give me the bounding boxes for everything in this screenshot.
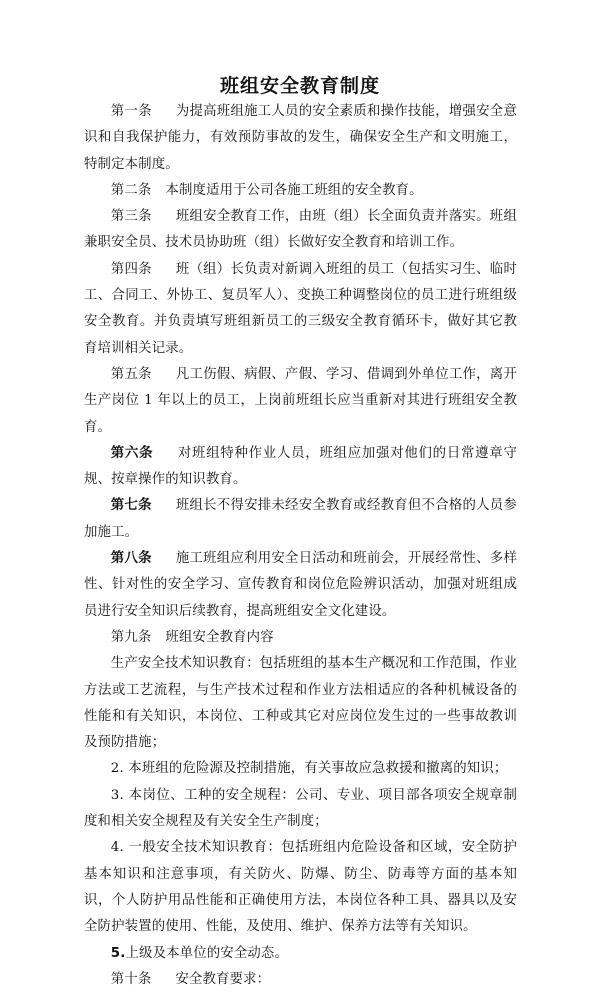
article-heading: 第五条 xyxy=(110,366,152,382)
article-text: 安全教育要求： xyxy=(175,971,271,987)
article-6 xyxy=(84,441,517,494)
article-heading: 第六条 xyxy=(110,445,154,461)
article-text: 本制度适用于公司各施工班组的安全教育。 xyxy=(165,182,423,198)
article-text: 施工班组应利用安全日活动和班前会，开展经常性、多样性、针对性的安全学习、宣传教育和岗位危险辨识活动，加强对班组成员进行安全知识后续教育，提高班组安全文化建设。 xyxy=(84,551,517,619)
article-heading: 第二条 xyxy=(110,182,152,198)
list-item-4 xyxy=(84,835,517,940)
article-text: 班组安全教育工作，由班（组）长全面负责并落实。班组兼职安全员、技术员协助班（组）长做好安全教育和培训工作。 xyxy=(84,209,517,251)
article-text: 为提高班组施工人员的安全素质和操作技能，增强安全意识和自我保护能力，有效预防事故的发生，确保安全生产和文明施工，特制定本制度。 xyxy=(84,104,517,172)
article-heading: 第一条 xyxy=(110,104,152,119)
article-heading: 第十条 xyxy=(110,971,152,987)
list-item-5 xyxy=(84,941,517,967)
article-3 xyxy=(84,204,517,257)
article-text: 班组长不得安排未经安全教育或经教育但不合格的人员参加施工。 xyxy=(84,498,517,540)
list-item-number: 3. xyxy=(110,787,124,803)
article-heading: 第八条 xyxy=(110,551,152,567)
list-item-2 xyxy=(84,756,517,782)
article-text: 凡工伤假、病假、产假、学习、借调到外单位工作，离开生产岗位 1 年以上的员工，上岗前班组长应当重新对其进行班组安全教育。 xyxy=(84,366,517,435)
article-1 xyxy=(84,99,517,178)
list-item-text: 一般安全技术知识教育：包括班组内危险设备和区域，安全防护基本知识和注意事项，有关防火、防爆、防尘、防毒等方面的基本知识，个人防护用品性能和正确使用方法，本岗位各种工具、器具以及安全防护装置的使用、性能，及使用、维护、保养方法等有关知识。 xyxy=(84,840,517,935)
article-heading: 第三条 xyxy=(110,209,152,225)
list-item-text: 本班组的危险源及控制措施，有关事故应急救援和撤离的知识； xyxy=(128,761,508,777)
document-body xyxy=(84,99,517,993)
article-9 xyxy=(84,625,517,651)
article-2 xyxy=(84,178,517,204)
article-heading: 第四条 xyxy=(110,261,152,277)
article-10 xyxy=(84,967,517,993)
article-4 xyxy=(84,257,517,362)
article-text: 班（组）长负责对新调入班组的员工（包括实习生、临时工、合同工、外协工、复员军人）、变换工种调整岗位的员工进行班组级安全教育。并负责填写班组新员工的三级安全教育循环卡，做好其它教育培训相关记录。 xyxy=(84,261,517,356)
article-heading: 第七条 xyxy=(110,498,152,514)
list-item-number: 4. xyxy=(110,840,124,856)
document-title: 班组安全教育制度 xyxy=(219,75,380,97)
list-item-1 xyxy=(84,651,517,756)
article-text: 对班组特种作业人员，班组应加强对他们的日常遵章守规、按章操作的知识教育。 xyxy=(84,445,517,488)
article-text: 班组安全教育内容 xyxy=(165,629,274,645)
list-item-3 xyxy=(84,783,517,836)
article-heading: 第九条 xyxy=(110,629,152,645)
list-item-number: 5. xyxy=(110,945,126,961)
list-item-text: 本岗位、工种的安全规程：公司、专业、项目部各项安全规章制度和相关安全规程及有关安全生产制度； xyxy=(84,787,517,830)
list-item-number: 2. xyxy=(110,761,124,777)
list-item-text: 生产安全技术知识教育：包括班组的基本生产概况和工作范围，作业方法或工艺流程，与生产技术过程和作业方法相适应的各种机械设备的性能和有关知识，本岗位、工种或其它对应岗位发生过的一些事故教训及预防措施； xyxy=(84,656,518,751)
article-5 xyxy=(84,362,517,441)
list-item-text: 上级及本单位的安全动态。 xyxy=(125,945,289,961)
article-8 xyxy=(84,546,517,625)
article-7 xyxy=(84,493,517,546)
